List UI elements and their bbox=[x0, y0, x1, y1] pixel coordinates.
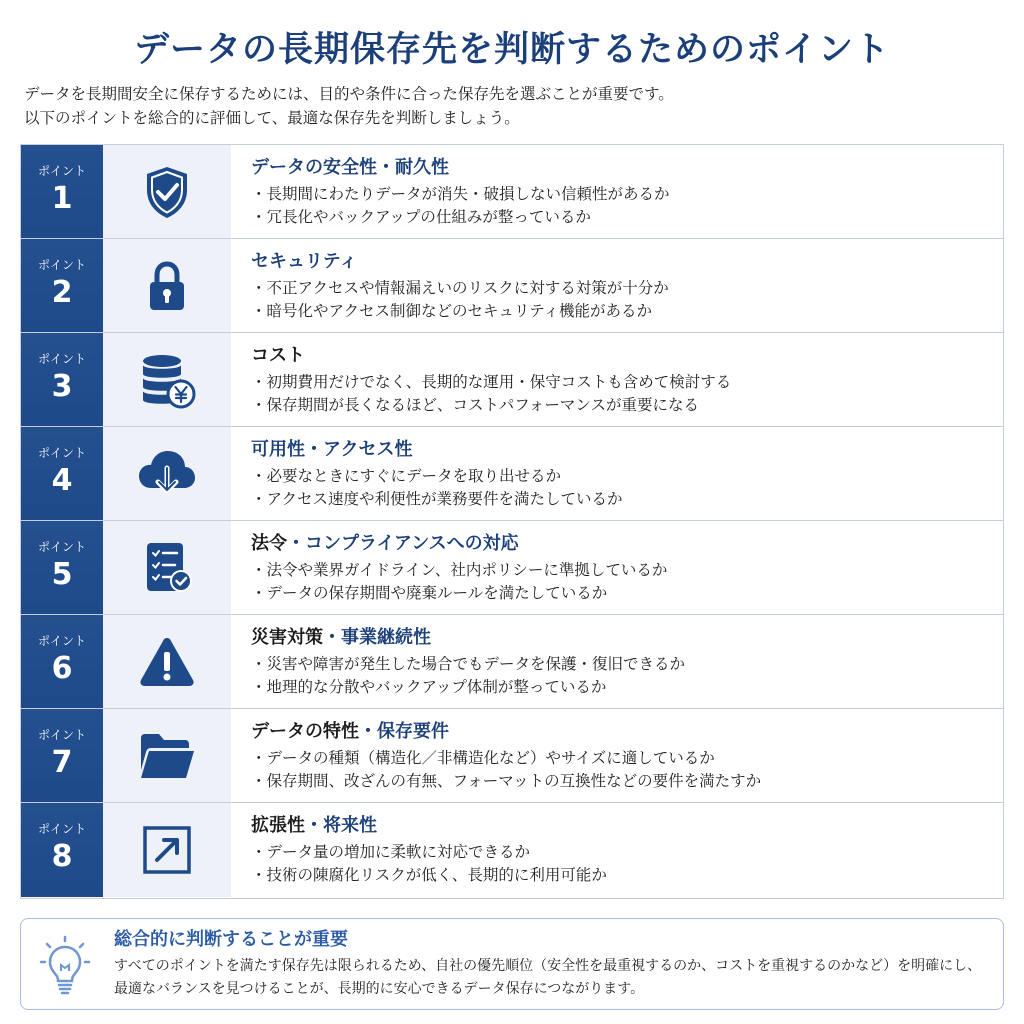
point-bullet: ・保存期間が長くなるほど、コストパフォーマンスが重要になる bbox=[251, 396, 699, 414]
point-label: ポイント bbox=[37, 634, 86, 648]
point-badge bbox=[21, 427, 103, 520]
point-bullet: ・不正アクセスや情報漏えいのリスクに対する対策が十分か bbox=[251, 279, 669, 297]
point-row-3 bbox=[21, 333, 1003, 427]
point-row-4 bbox=[21, 427, 1003, 521]
point-heading: データの安全性・耐久性 bbox=[251, 157, 449, 178]
point-badge bbox=[21, 145, 103, 238]
point-number: 6 bbox=[51, 651, 73, 686]
page-title: データの長期保存先を判断するためのポイント bbox=[133, 30, 890, 70]
point-row-6 bbox=[21, 615, 1003, 709]
point-badge bbox=[21, 803, 103, 897]
point-heading: 可用性・アクセス性 bbox=[251, 439, 413, 460]
summary-text bbox=[114, 955, 994, 1001]
point-number: 1 bbox=[51, 181, 73, 216]
shield-check-icon bbox=[137, 162, 197, 222]
lock-icon bbox=[137, 256, 197, 316]
icon-cell bbox=[103, 239, 231, 332]
summary-line: 最適なバランスを見つけることが、長期的に安心できるデータ保存につながります。 bbox=[114, 981, 645, 997]
point-label: ポイント bbox=[37, 164, 86, 178]
point-row-8 bbox=[21, 803, 1003, 897]
point-number: 2 bbox=[51, 275, 73, 310]
icon-cell bbox=[103, 803, 231, 897]
point-bullet: ・災害や障害が発生した場合でもデータを保護・復旧できるか bbox=[251, 655, 686, 673]
point-number: 5 bbox=[51, 557, 73, 592]
point-row-5 bbox=[21, 521, 1003, 615]
icon-cell bbox=[103, 521, 231, 614]
warning-icon bbox=[137, 632, 197, 692]
icon-cell bbox=[103, 427, 231, 520]
point-heading: セキュリティ bbox=[251, 251, 358, 272]
icon-cell bbox=[103, 615, 231, 708]
point-label: ポイント bbox=[37, 258, 86, 272]
points-table bbox=[20, 144, 1004, 899]
summary-line: すべてのポイントを満たす保存先は限られるため、自社の優先順位（安全性を最重視するのか、コストを重視するのかなど）を明確にし、 bbox=[114, 958, 982, 974]
point-heading: データの特性・保存要件 bbox=[251, 721, 449, 742]
intro-text bbox=[24, 82, 1004, 130]
point-heading: 拡張性・将来性 bbox=[251, 815, 377, 836]
point-row-1 bbox=[21, 145, 1003, 239]
point-row-2 bbox=[21, 239, 1003, 333]
point-bullet: ・アクセス速度や利便性が業務要件を満たしているか bbox=[251, 490, 623, 508]
point-bullet: ・長期間にわたりデータが消失・破損しない信頼性があるか bbox=[251, 185, 670, 203]
point-bullet: ・地理的な分散やバックアップ体制が整っているか bbox=[251, 678, 607, 696]
point-number: 8 bbox=[51, 839, 73, 874]
point-label: ポイント bbox=[37, 822, 86, 836]
cloud-download-icon bbox=[137, 444, 197, 504]
point-number: 3 bbox=[51, 369, 73, 404]
point-number: 4 bbox=[51, 463, 73, 498]
point-number: 7 bbox=[51, 745, 73, 780]
summary-box bbox=[20, 918, 1004, 1010]
point-badge bbox=[21, 615, 103, 708]
point-bullet: ・技術の陳腐化リスクが低く、長期的に利用可能か bbox=[251, 866, 607, 884]
point-bullet: ・暗号化やアクセス制御などのセキュリティ機能があるか bbox=[251, 302, 652, 320]
point-label: ポイント bbox=[37, 352, 86, 366]
intro-line: データを長期間安全に保存するためには、目的や条件に合った保存先を選ぶことが重要です。 bbox=[24, 85, 674, 103]
point-badge bbox=[21, 239, 103, 332]
point-row-7 bbox=[21, 709, 1003, 803]
point-label: ポイント bbox=[37, 728, 86, 742]
point-bullet: ・データの種類（構造化／非構造化など）やサイズに適しているか bbox=[251, 749, 715, 767]
point-badge bbox=[21, 521, 103, 614]
point-badge bbox=[21, 709, 103, 802]
point-badge bbox=[21, 333, 103, 426]
point-bullet: ・法令や業界ガイドライン、社内ポリシーに準拠しているか bbox=[251, 561, 668, 579]
point-bullet: ・冗長化やバックアップの仕組みが整っているか bbox=[251, 208, 591, 226]
point-bullet: ・必要なときにすぐにデータを取り出せるか bbox=[251, 467, 562, 485]
point-heading: 法令・コンプライアンスへの対応 bbox=[251, 533, 519, 554]
icon-cell bbox=[103, 333, 231, 426]
point-bullet: ・初期費用だけでなく、長期的な運用・保守コストも含めて検討する bbox=[251, 373, 732, 391]
database-yen-icon bbox=[137, 350, 197, 410]
point-label: ポイント bbox=[37, 446, 86, 460]
expand-arrow-icon bbox=[137, 820, 197, 880]
icon-cell bbox=[103, 709, 231, 802]
summary-title: 総合的に判断することが重要 bbox=[114, 929, 348, 950]
folder-icon bbox=[137, 726, 197, 786]
icon-cell bbox=[103, 145, 231, 238]
point-label: ポイント bbox=[37, 540, 86, 554]
point-heading: コスト bbox=[251, 345, 305, 366]
checklist-icon bbox=[137, 538, 197, 598]
point-bullet: ・データの保存期間や廃棄ルールを満たしているか bbox=[251, 584, 608, 602]
point-heading: 災害対策・事業継続性 bbox=[251, 627, 431, 648]
point-bullet: ・保存期間、改ざんの有無、フォーマットの互換性などの要件を満たすか bbox=[251, 772, 762, 790]
point-bullet: ・データ量の増加に柔軟に対応できるか bbox=[251, 843, 531, 861]
intro-line: 以下のポイントを総合的に評価して、最適な保存先を判断しましょう。 bbox=[24, 109, 520, 127]
lightbulb-icon bbox=[39, 935, 91, 995]
